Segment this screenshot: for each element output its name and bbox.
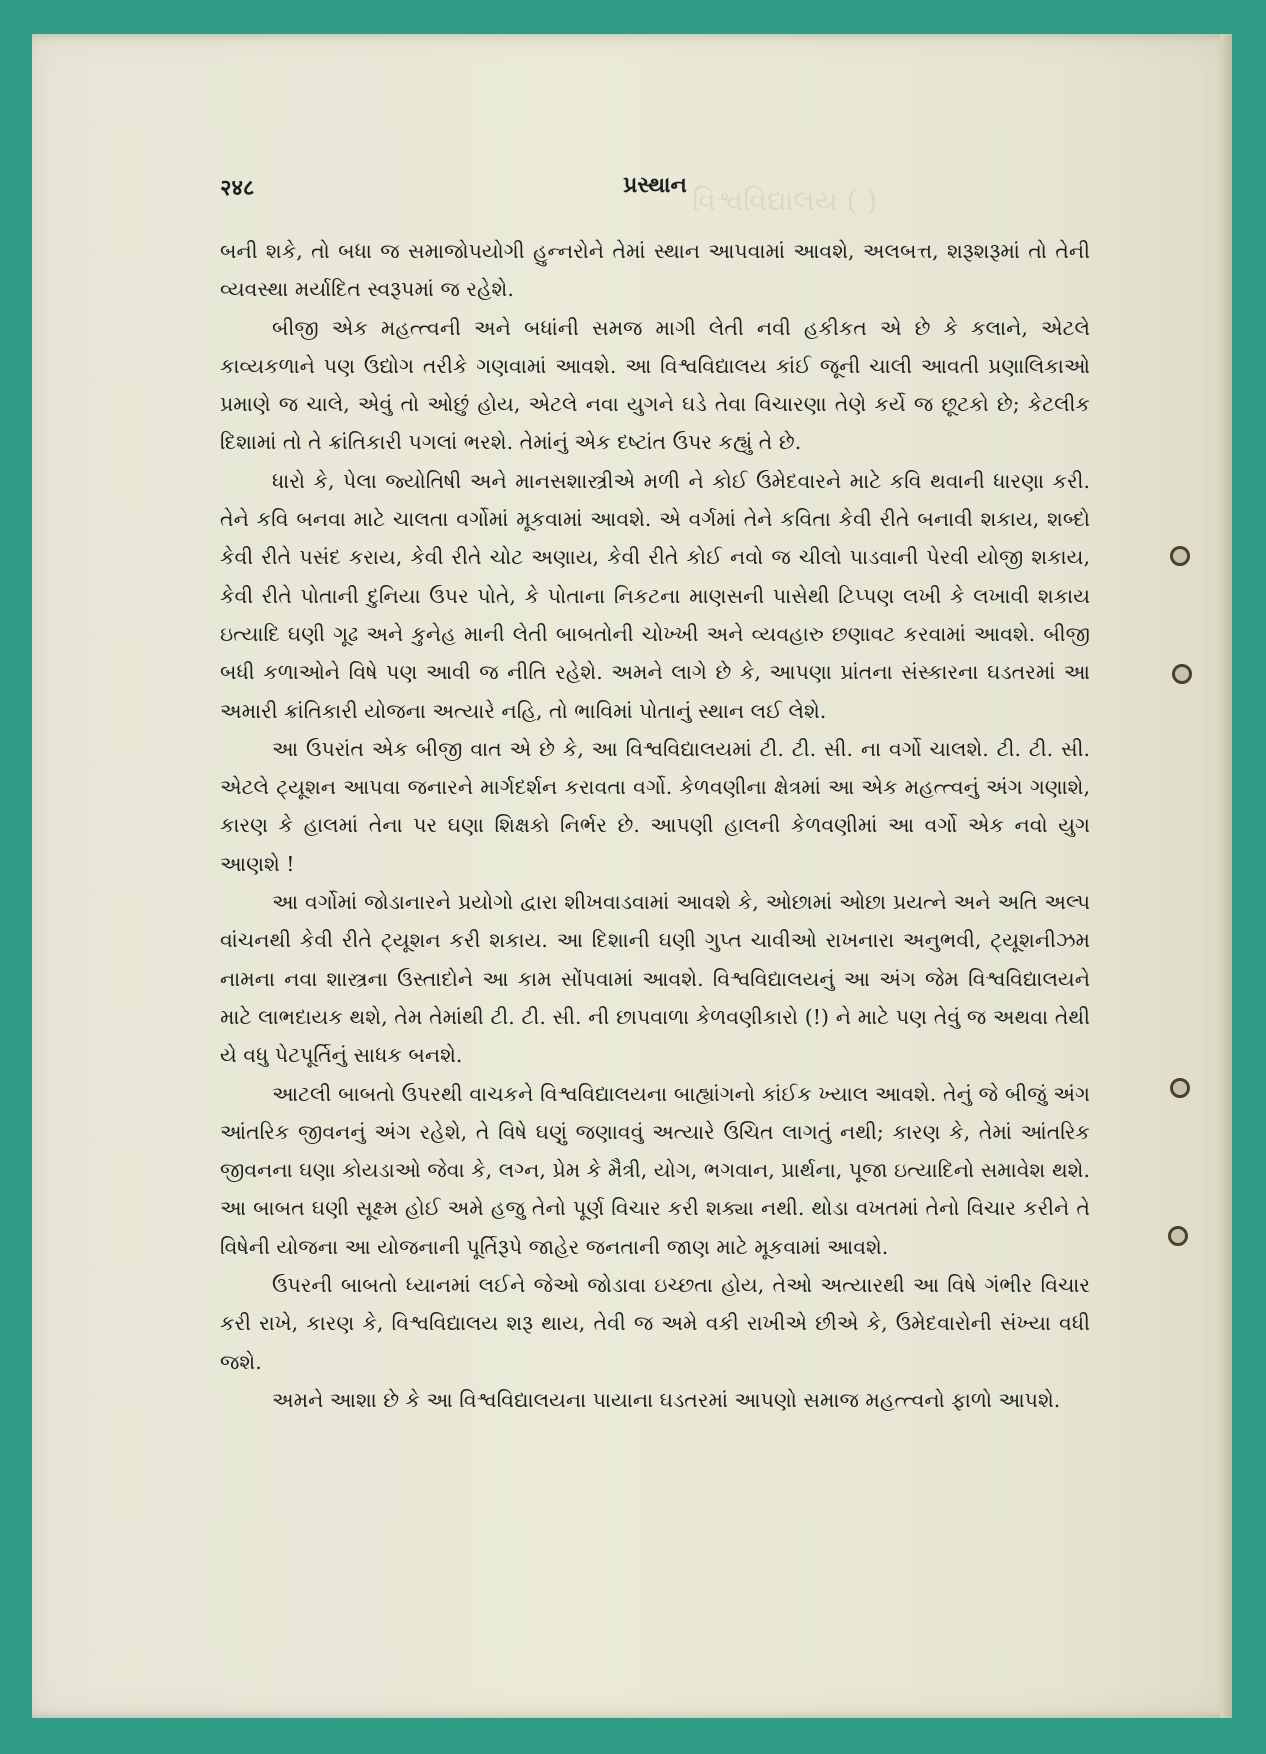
paragraph-1: બની શકે, તો બધા જ સમાજોપયોગી હુન્નરોને તેમાં સ્થાન આપવામાં આવશે, અલબત્ત, શરૂશરૂમાં તો તેની વ્યવસ્થા મર્યાદિત સ્વરૂપમાં જ રહેશે.: [220, 239, 1090, 302]
book-page: [32, 34, 1232, 1718]
paragraph-4: આ ઉપરાંત એક બીજી વાત એ છે કે, આ વિશ્વવિદ્યાલયમાં ટી. ટી. સી. ના વર્ગો ચાલશે. ટી. ટી. સી. એટલે ટ્યૂશન આપવા જનારને માર્ગદર્શન કરાવતા વર્ગો. કેળવણીના ક્ષેત્રમાં આ એક મહત્ત્વનું અંગ ગણાશે, કારણ કે હાલમાં તેના પર ઘણા શિક્ષકો નિર્ભર છે. આપણી હાલની કેળવણીમાં આ વર્ગો એક નવો યુગ આણશે !: [220, 736, 1090, 876]
paragraph-7: ઉપરની બાબતો ધ્યાનમાં લઈને જેઓ જોડાવા ઇચ્છતા હોય, તેઓ અત્યારથી આ વિષે ગંભીર વિચાર કરી રાખે, કારણ કે, વિશ્વવિદ્યાલય શરૂ થાય, તેવી જ અમે વકી રાખીએ છીએ કે, ઉમેદવારોની સંખ્યા વધી જશે.: [220, 1273, 1090, 1374]
page-edge-shadow: [1220, 34, 1232, 1718]
paragraph-6: આટલી બાબતો ઉપરથી વાચકને વિશ્વવિદ્યાલયના બાહ્યાંગનો કાંઈક ખ્યાલ આવશે. તેનું જે બીજું અંગ આંતરિક જીવનનું અંગ રહેશે, તે વિષે ઘણું જણાવવું અત્યારે ઉચિત લાગતું નથી; કારણ કે, તેમાં આંતરિક જીવનના ઘણા કોયડાઓ જેવા કે, લગ્ન, પ્રેમ કે મૈત્રી, યોગ, ભગવાન, પ્રાર્થના, પૂજા ઇત્યાદિનો સમાવેશ થશે. આ બાબત ઘણી સૂક્ષ્મ હોઈ અમે હજુ તેનો પૂર્ણ વિચાર કરી શક્યા નથી. થોડા વખતમાં તેનો વિચાર કરીને તે વિષેની યોજના આ યોજનાની પૂર્તિરૂપે જાહેર જનતાની જાણ માટે મૂકવામાં આવશે.: [220, 1081, 1090, 1259]
binding-hole-mark: [1168, 1226, 1188, 1246]
show-through-text: વિશ્વવિદ્યાલય ( ): [692, 184, 878, 217]
running-title: પ્રસ્થાન: [623, 172, 687, 198]
page-number: २४८: [220, 175, 255, 201]
body-text: [220, 232, 1090, 1419]
binding-hole-mark: [1170, 546, 1190, 566]
paragraph-2: બીજી એક મહત્ત્વની અને બધાંની સમજ માગી લેતી નવી હકીકત એ છે કે કલાને, એટલે કાવ્યકળાને પણ ઉદ્યોગ તરીકે ગણવામાં આવશે. આ વિશ્વવિદ્યાલય કાંઈ જૂની ચાલી આવતી પ્રણાલિકાઓ પ્રમાણે જ ચાલે, એવું તો ઓછું હોય, એટલે નવા યુગને ઘડે તેવા વિચારણા તેણે કર્યે જ છૂટકો છે; કેટલીક દિશામાં તો તે ક્રાંતિકારી પગલાં ભરશે. તેમાંનું એક દષ્ટાંત ઉપર કહ્યું તે છે.: [220, 315, 1090, 455]
paragraph-8: અમને આશા છે કે આ વિશ્વવિદ્યાલયના પાયાના ઘડતરમાં આપણો સમાજ મહત્ત્વનો ફાળો આપશે.: [272, 1387, 1061, 1412]
binding-hole-mark: [1172, 664, 1192, 684]
binding-hole-mark: [1170, 1078, 1190, 1098]
page-header: [220, 172, 1090, 212]
paragraph-3: ધારો કે, પેલા જ્યોતિષી અને માનસશાસ્ત્રીએ મળી ને કોઈ ઉમેદવારને માટે કવિ થવાની ધારણા કરી. તેને કવિ બનવા માટે ચાલતા વર્ગોમાં મૂકવામાં આવશે. એ વર્ગમાં તેને કવિતા કેવી રીતે બનાવી શકાય, શબ્દો કેવી રીતે પસંદ કરાય, કેવી રીતે ચોટ અણાય, કેવી રીતે કોઈ નવો જ ચીલો પાડવાની પેરવી યોજી શકાય, કેવી રીતે પોતાની દુનિયા ઉપર પોતે, કે પોતાના નિકટના માણસની પાસેથી ટિપ્પણ લખી કે લખાવી શકાય ઇત્યાદિ ઘણી ગૂઢ અને કુનેહ માની લેતી બાબતોની ચોખ્ખી અને વ્યવહારુ છણાવટ કરવામાં આવશે. બીજી બધી કળાઓને વિષે પણ આવી જ નીતિ રહેશે. અમને લાગે છે કે, આપણા પ્રાંતના સંસ્કારના ઘડતરમાં આ અમારી ક્રાંતિકારી યોજના અત્યારે નહિ, તો ભાવિમાં પોતાનું સ્થાન લઈ લેશે.: [220, 468, 1090, 723]
paragraph-5: આ વર્ગોમાં જોડાનારને પ્રયોગો દ્વારા શીખવાડવામાં આવશે કે, ઓછામાં ઓછા પ્રયત્ને અને અતિ અલ્પ વાંચનથી કેવી રીતે ટ્યૂશન કરી શકાય. આ દિશાની ઘણી ગુપ્ત ચાવીઓ રાખનારા અનુભવી, ટ્યૂશનીઝમ નામના નવા શાસ્ત્રના ઉસ્તાદોને આ કામ સોંપવામાં આવશે. વિશ્વવિદ્યાલયનું આ અંગ જેમ વિશ્વવિદ્યાલયને માટે લાભદાયક થશે, તેમ તેમાંથી ટી. ટી. સી. ની છાપવાળા કેળવણીકારો (!) ને માટે પણ તેવું જ અથવા તેથી યે વધુ પેટપૂર્તિનું સાધક બનશે.: [220, 890, 1090, 1068]
